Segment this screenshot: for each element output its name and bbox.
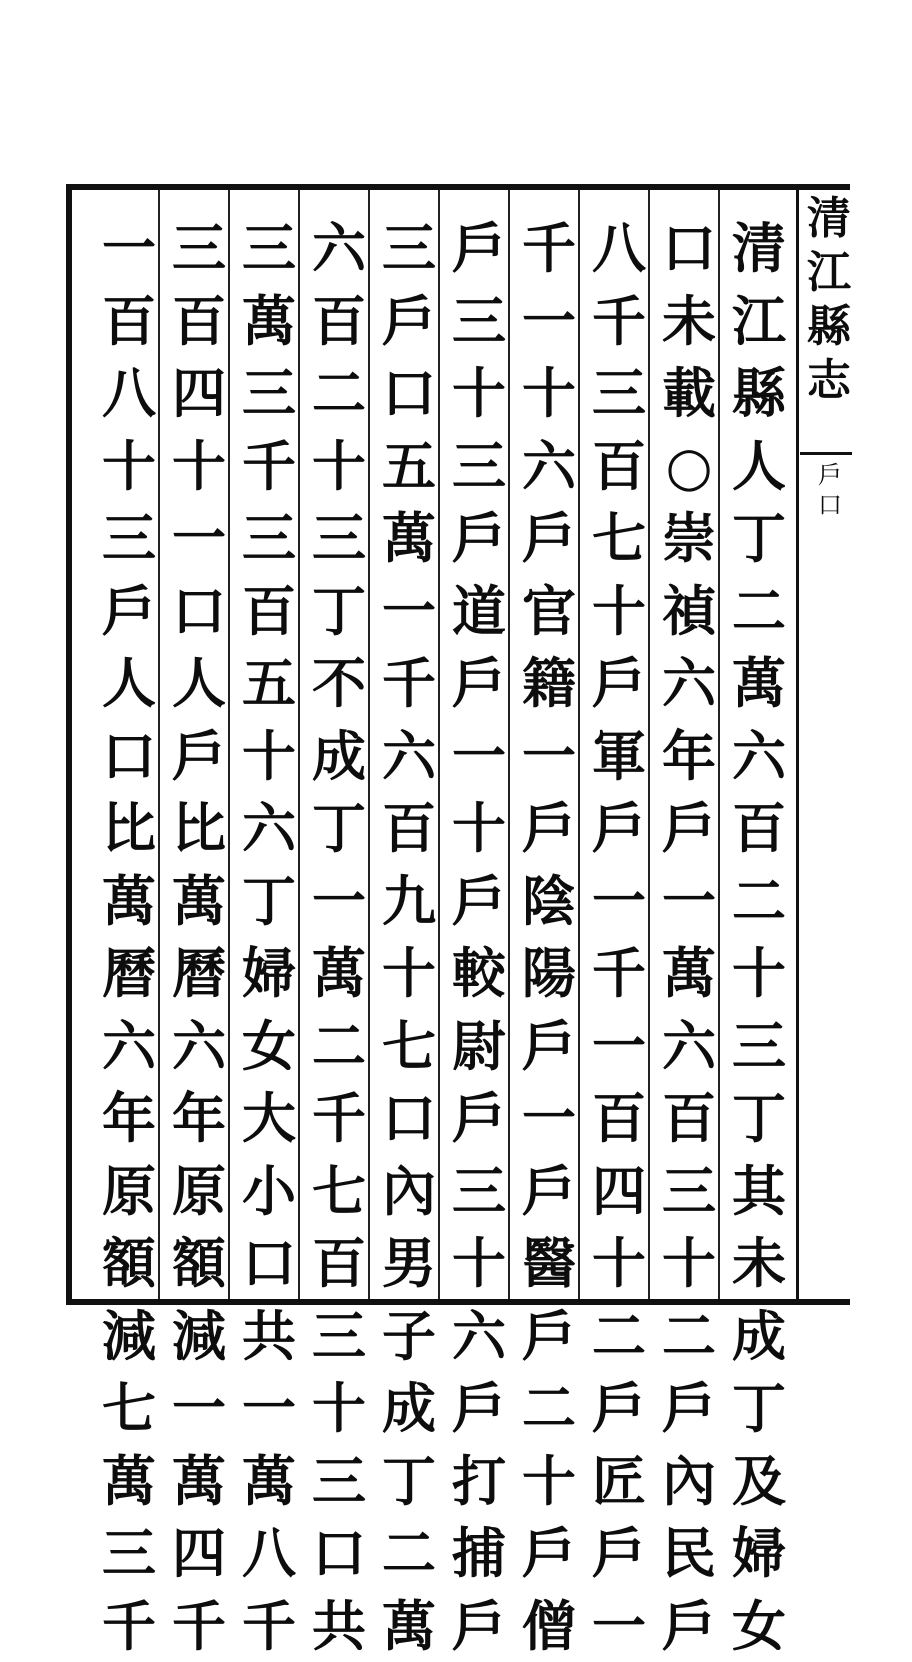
character: 成 <box>304 720 374 793</box>
character: 口 <box>234 1227 304 1300</box>
character: 十 <box>444 357 514 430</box>
character: 一 <box>444 720 514 793</box>
character: 女 <box>234 1010 304 1083</box>
character: 丁 <box>374 1445 444 1518</box>
character: 七 <box>304 1155 374 1228</box>
character: 內 <box>374 1155 444 1228</box>
character: 尉 <box>444 1010 514 1083</box>
character: 萬 <box>724 647 794 720</box>
character: 一 <box>584 865 654 938</box>
character: 丁 <box>724 1082 794 1155</box>
character: 十 <box>444 1227 514 1300</box>
character: 戶 <box>654 1590 724 1662</box>
text-column-10 <box>94 212 164 1662</box>
character: 比 <box>94 792 164 865</box>
character: 六 <box>514 430 584 503</box>
character: 官 <box>514 575 584 648</box>
character: 八 <box>234 1517 304 1590</box>
character: 內 <box>654 1445 724 1518</box>
character: 戶 <box>94 575 164 648</box>
character: 清 <box>802 192 856 246</box>
character: 萬 <box>94 865 164 938</box>
character: 一 <box>514 720 584 793</box>
character: 戶 <box>514 1010 584 1083</box>
character: 未 <box>654 285 724 358</box>
character: 九 <box>374 865 444 938</box>
character: 比 <box>164 792 234 865</box>
character: 萬 <box>304 937 374 1010</box>
character: 三 <box>304 502 374 575</box>
character: 人 <box>164 647 234 720</box>
character: 十 <box>164 430 234 503</box>
character: 戶 <box>584 1517 654 1590</box>
character: 一 <box>164 502 234 575</box>
text-column-9 <box>164 212 234 1662</box>
character: 千 <box>514 212 584 285</box>
character: 三 <box>304 1445 374 1518</box>
character: 口 <box>94 720 164 793</box>
margin-section-label <box>810 460 850 520</box>
margin-title <box>802 192 856 408</box>
character: 成 <box>374 1372 444 1445</box>
character: 萬 <box>374 1590 444 1662</box>
character: 戶 <box>514 1155 584 1228</box>
character: 二 <box>654 1300 724 1373</box>
character: 十 <box>654 1227 724 1300</box>
character: 百 <box>234 575 304 648</box>
character: 打 <box>444 1445 514 1518</box>
character: 百 <box>724 792 794 865</box>
character: 曆 <box>94 937 164 1010</box>
character: 戶 <box>164 720 234 793</box>
character: 十 <box>444 792 514 865</box>
character: 捕 <box>444 1517 514 1590</box>
character: 七 <box>584 502 654 575</box>
character: 清 <box>724 212 794 285</box>
character: 婦 <box>234 937 304 1010</box>
character: ○ <box>654 430 724 503</box>
character: 載 <box>654 357 724 430</box>
character: 原 <box>94 1155 164 1228</box>
character: 戶 <box>514 1517 584 1590</box>
character: 道 <box>444 575 514 648</box>
character: 戶 <box>444 212 514 285</box>
character: 軍 <box>584 720 654 793</box>
character: 丁 <box>304 575 374 648</box>
character: 戶 <box>444 865 514 938</box>
character: 三 <box>164 212 234 285</box>
character: 十 <box>374 937 444 1010</box>
character: 人 <box>724 430 794 503</box>
character: 三 <box>444 430 514 503</box>
character: 八 <box>94 357 164 430</box>
character: 萬 <box>654 937 724 1010</box>
margin-divider <box>800 452 852 455</box>
character: 及 <box>724 1445 794 1518</box>
text-column-8 <box>234 212 304 1662</box>
character: 萬 <box>164 865 234 938</box>
character: 年 <box>654 720 724 793</box>
character: 戶 <box>584 792 654 865</box>
character: 三 <box>234 502 304 575</box>
character: 六 <box>234 792 304 865</box>
character: 女 <box>724 1590 794 1662</box>
character: 額 <box>164 1227 234 1300</box>
character: 三 <box>234 212 304 285</box>
character: 僧 <box>514 1590 584 1662</box>
character: 一 <box>514 1082 584 1155</box>
character: 共 <box>234 1300 304 1373</box>
character: 千 <box>304 1082 374 1155</box>
character: 崇 <box>654 502 724 575</box>
character: 匠 <box>584 1445 654 1518</box>
character: 額 <box>94 1227 164 1300</box>
character: 三 <box>374 212 444 285</box>
character: 一 <box>584 1010 654 1083</box>
character: 減 <box>164 1300 234 1373</box>
character: 男 <box>374 1227 444 1300</box>
character: 戶 <box>444 1372 514 1445</box>
text-column-4 <box>514 212 584 1662</box>
character: 口 <box>374 1082 444 1155</box>
character: 二 <box>304 357 374 430</box>
character: 戶 <box>654 792 724 865</box>
character: 其 <box>724 1155 794 1228</box>
character: 一 <box>234 1372 304 1445</box>
character: 年 <box>164 1082 234 1155</box>
character: 百 <box>304 285 374 358</box>
text-column-1 <box>724 212 794 1662</box>
character: 口 <box>374 357 444 430</box>
character: 戶 <box>444 502 514 575</box>
character: 民 <box>654 1517 724 1590</box>
character: 醫 <box>514 1227 584 1300</box>
character: 百 <box>584 430 654 503</box>
character: 口 <box>654 212 724 285</box>
text-column-5 <box>444 212 514 1662</box>
character: 一 <box>584 1590 654 1662</box>
character: 籍 <box>514 647 584 720</box>
character: 二 <box>724 865 794 938</box>
character: 戶 <box>444 1590 514 1662</box>
text-column-7 <box>304 212 374 1662</box>
character: 十 <box>584 575 654 648</box>
character: 三 <box>94 1517 164 1590</box>
character: 成 <box>724 1300 794 1373</box>
character: 百 <box>94 285 164 358</box>
character: 三 <box>584 357 654 430</box>
character: 志 <box>802 354 856 408</box>
character: 二 <box>304 1010 374 1083</box>
text-column-3 <box>584 212 654 1662</box>
character: 二 <box>724 575 794 648</box>
character: 縣 <box>724 357 794 430</box>
character: 千 <box>234 430 304 503</box>
character: 百 <box>164 285 234 358</box>
character: 小 <box>234 1155 304 1228</box>
character: 戶 <box>514 502 584 575</box>
character: 曆 <box>164 937 234 1010</box>
character: 七 <box>374 1010 444 1083</box>
character: 丁 <box>724 502 794 575</box>
text-column-6 <box>374 212 444 1662</box>
character: 二 <box>514 1372 584 1445</box>
character: 六 <box>444 1300 514 1373</box>
text-column-2 <box>654 212 724 1662</box>
character: 五 <box>374 430 444 503</box>
character: 三 <box>304 1300 374 1373</box>
character: 三 <box>94 502 164 575</box>
character: 千 <box>164 1590 234 1662</box>
character: 三 <box>444 1155 514 1228</box>
character: 萬 <box>164 1445 234 1518</box>
character: 千 <box>584 285 654 358</box>
character: 十 <box>304 430 374 503</box>
character: 六 <box>374 720 444 793</box>
character: 子 <box>374 1300 444 1373</box>
character: 七 <box>94 1372 164 1445</box>
character: 五 <box>234 647 304 720</box>
character: 丁 <box>234 865 304 938</box>
character: 十 <box>304 1372 374 1445</box>
character: 較 <box>444 937 514 1010</box>
character: 年 <box>94 1082 164 1155</box>
character: 一 <box>654 865 724 938</box>
character: 六 <box>164 1010 234 1083</box>
character: 陰 <box>514 865 584 938</box>
character: 戶 <box>584 647 654 720</box>
character: 江 <box>724 285 794 358</box>
character: 戶 <box>374 285 444 358</box>
character: 丁 <box>304 792 374 865</box>
character: 二 <box>374 1517 444 1590</box>
character: 千 <box>584 937 654 1010</box>
character: 戶 <box>810 460 850 490</box>
character: 六 <box>304 212 374 285</box>
character: 六 <box>654 1010 724 1083</box>
character: 戶 <box>444 647 514 720</box>
character: 未 <box>724 1227 794 1300</box>
character: 戶 <box>514 792 584 865</box>
character: 六 <box>94 1010 164 1083</box>
column-rule <box>796 190 799 1299</box>
character: 四 <box>584 1155 654 1228</box>
character: 一 <box>94 212 164 285</box>
character: 千 <box>374 647 444 720</box>
character: 婦 <box>724 1517 794 1590</box>
character: 萬 <box>234 1445 304 1518</box>
character: 八 <box>584 212 654 285</box>
character: 百 <box>374 792 444 865</box>
character: 十 <box>724 937 794 1010</box>
character: 陽 <box>514 937 584 1010</box>
character: 萬 <box>94 1445 164 1518</box>
character: 禎 <box>654 575 724 648</box>
character: 十 <box>94 430 164 503</box>
character: 江 <box>802 246 856 300</box>
character: 口 <box>164 575 234 648</box>
character: 百 <box>654 1082 724 1155</box>
character: 不 <box>304 647 374 720</box>
character: 一 <box>514 285 584 358</box>
character: 千 <box>234 1590 304 1662</box>
character: 百 <box>304 1227 374 1300</box>
character: 縣 <box>802 300 856 354</box>
character: 人 <box>94 647 164 720</box>
character: 十 <box>514 357 584 430</box>
character: 二 <box>584 1300 654 1373</box>
character: 丁 <box>724 1372 794 1445</box>
character: 萬 <box>374 502 444 575</box>
character: 共 <box>304 1590 374 1662</box>
character: 戶 <box>584 1372 654 1445</box>
character: 一 <box>164 1372 234 1445</box>
character: 三 <box>654 1155 724 1228</box>
character: 減 <box>94 1300 164 1373</box>
character: 十 <box>584 1227 654 1300</box>
character: 十 <box>514 1445 584 1518</box>
character: 四 <box>164 1517 234 1590</box>
character: 戶 <box>444 1082 514 1155</box>
character: 十 <box>234 720 304 793</box>
character: 原 <box>164 1155 234 1228</box>
character: 萬 <box>234 285 304 358</box>
character: 一 <box>304 865 374 938</box>
character: 千 <box>94 1590 164 1662</box>
character: 四 <box>164 357 234 430</box>
character: 口 <box>304 1517 374 1590</box>
character: 百 <box>584 1082 654 1155</box>
character: 六 <box>654 647 724 720</box>
character: 三 <box>724 1010 794 1083</box>
character: 三 <box>234 357 304 430</box>
character: 戶 <box>654 1372 724 1445</box>
character: 一 <box>374 575 444 648</box>
character: 三 <box>444 285 514 358</box>
character: 口 <box>810 490 850 520</box>
character: 戶 <box>514 1300 584 1373</box>
character: 六 <box>724 720 794 793</box>
character: 大 <box>234 1082 304 1155</box>
